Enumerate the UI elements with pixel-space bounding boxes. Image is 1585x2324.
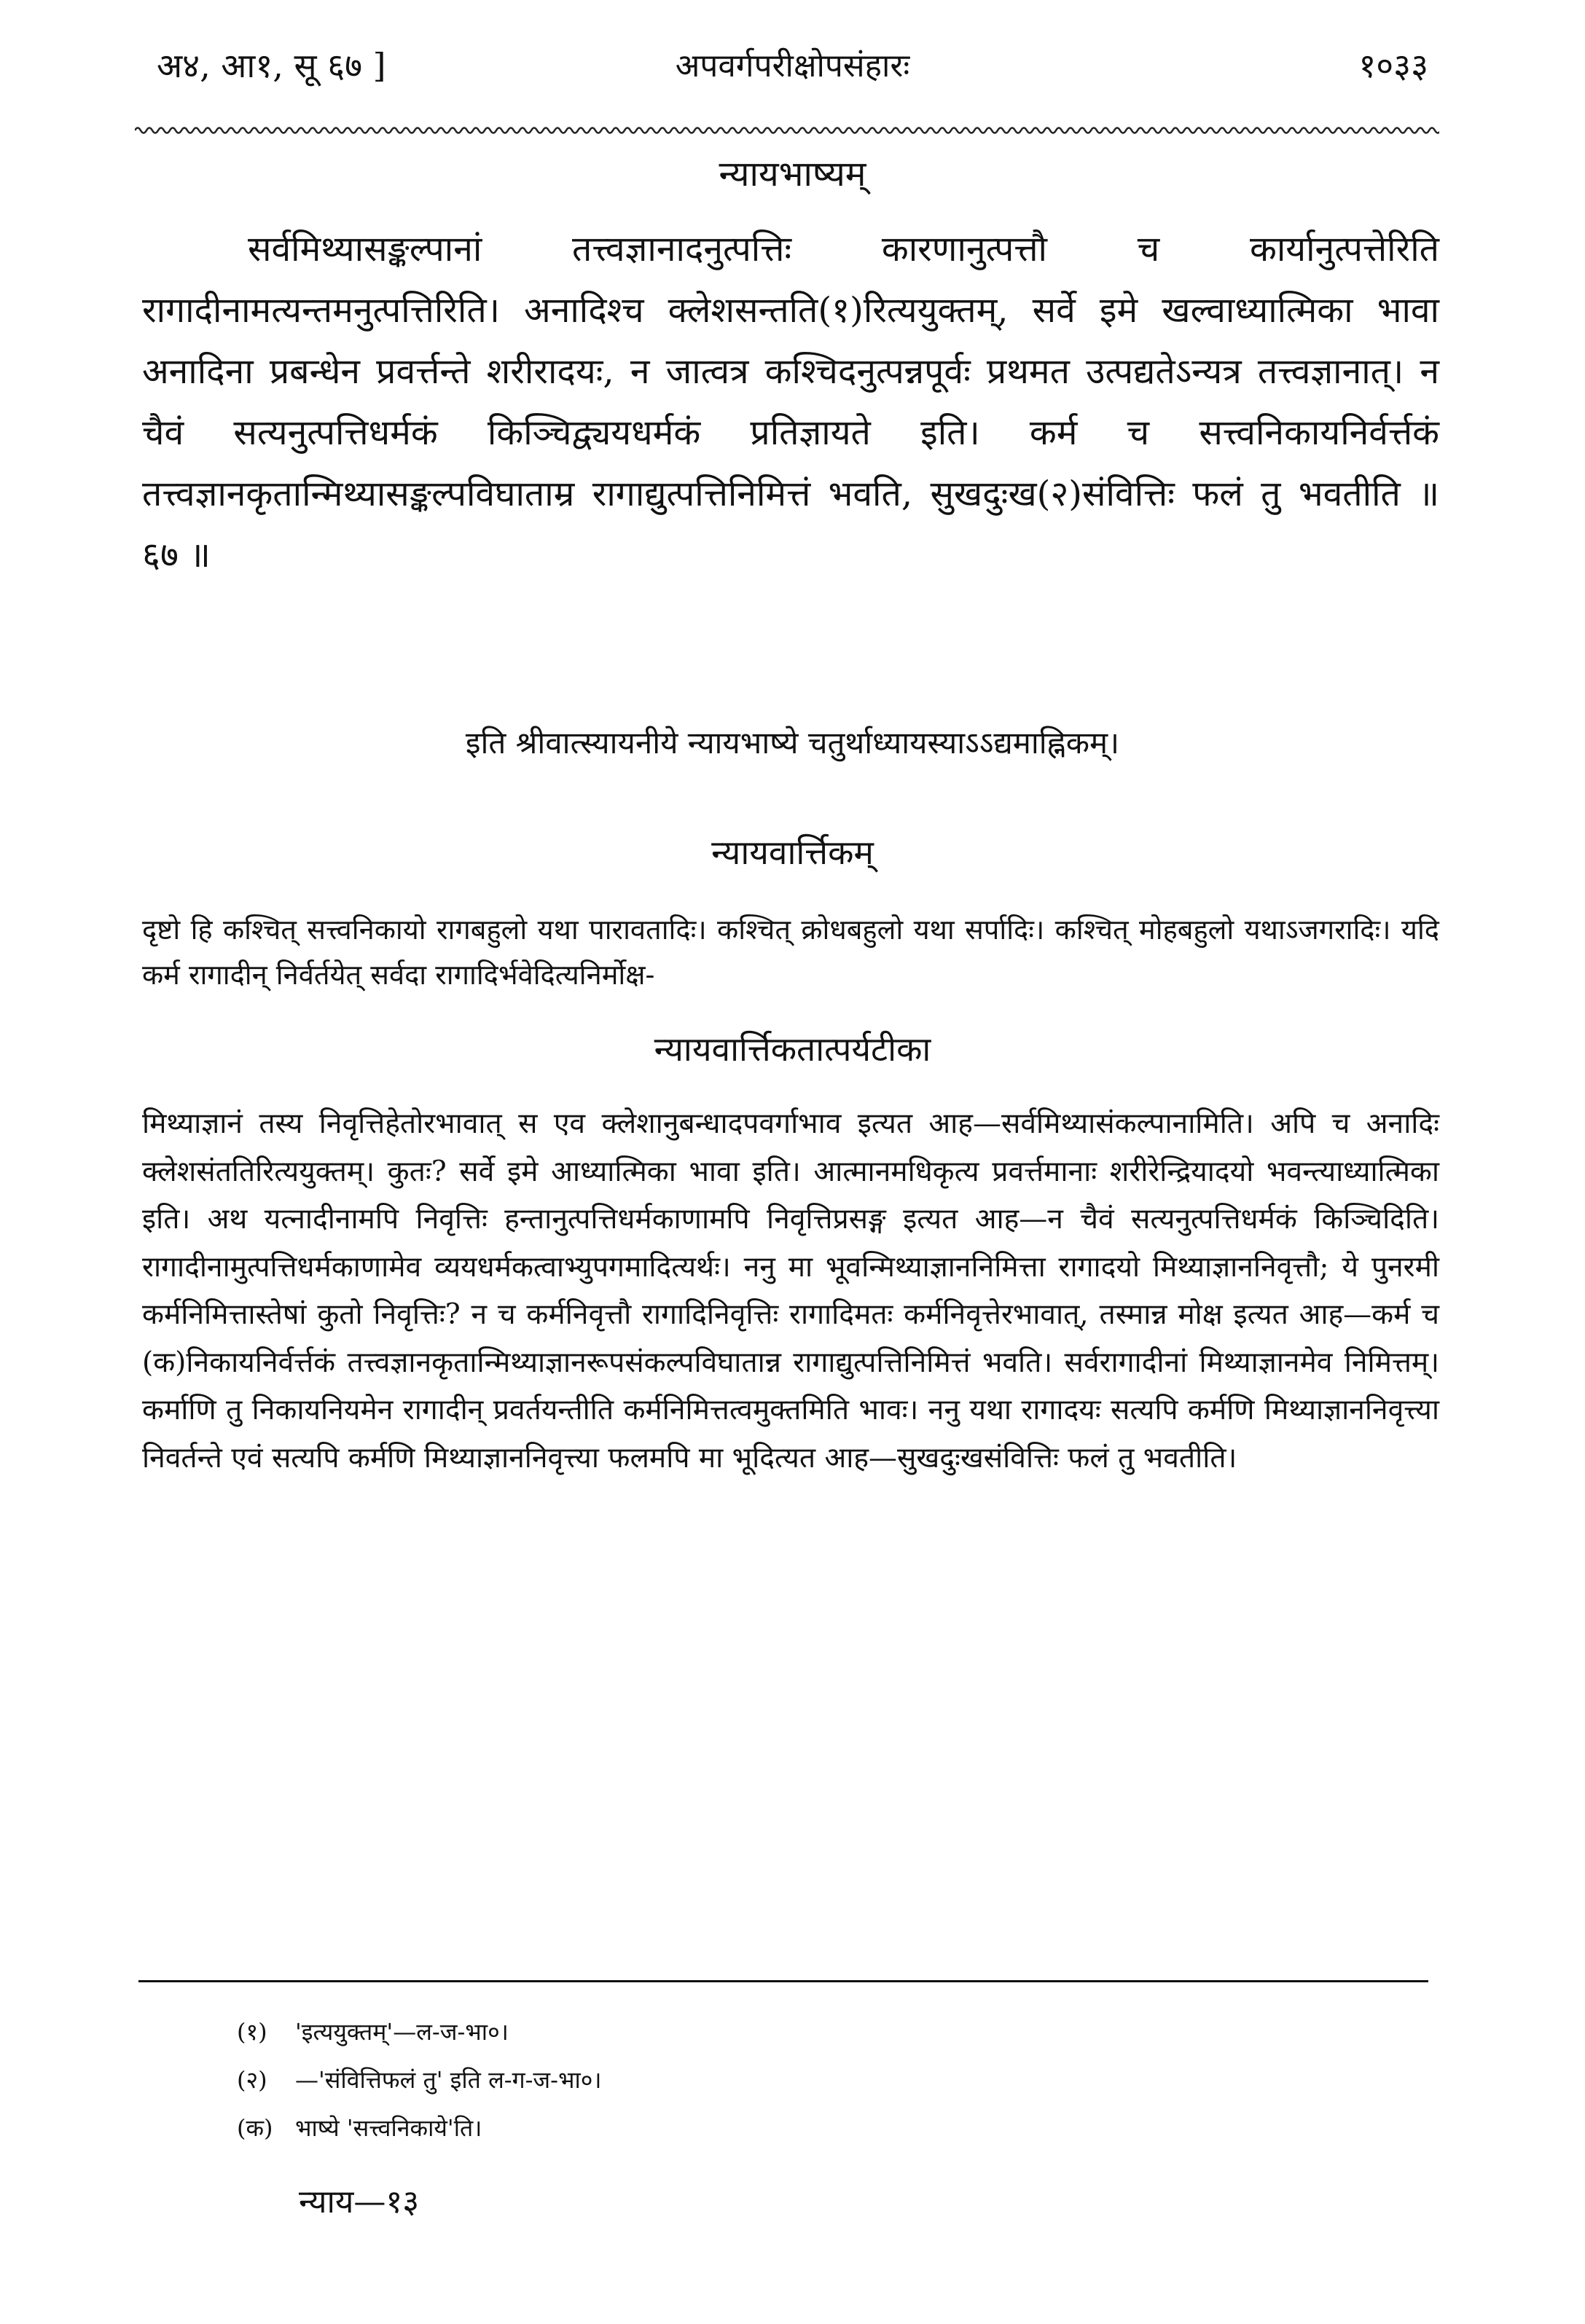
footnote-mark: (१) (237, 2017, 267, 2046)
running-header (157, 42, 1428, 97)
wavy-rule (135, 122, 1439, 138)
section-reference: अ४, आ१, सू ६७ ] (157, 46, 386, 85)
vartika-text: दृष्टो हि कश्चित् सत्त्वनिकायो रागबहुलो यथा पारावतादिः। कश्चित् क्रोधबहुलो यथा सर्पादिः। कश्चित् मोहबहुलो यथाऽजगरादिः। यदि कर्म रागादीन् निर्वर्तयेत् सर्वदा रागादिर्भवेदित्यनिर्मोक्ष- (142, 914, 1439, 991)
running-title: अपवर्गपरीक्षोपसंहारः (675, 47, 910, 85)
footnote-mark: (क) (237, 2113, 273, 2142)
page-number: १०३३ (1358, 46, 1428, 85)
vartika-heading: न्यायवार्त्तिकम् (711, 833, 874, 872)
footnotes (237, 2007, 1330, 2151)
footnote-divider (138, 1980, 1428, 1982)
chapter-colophon: इति श्रीवात्स्यायनीये न्यायभाष्ये चतुर्थाध्यायस्याऽऽद्यमाह्निकम्। (465, 725, 1120, 761)
tika-heading: न्यायवार्त्तिकतात्पर्यटीका (654, 1029, 931, 1069)
printer-signature: न्याय—१३ (299, 2183, 420, 2221)
footnote-text: भाष्ये 'सत्त्वनिकाये'ति। (295, 2113, 482, 2142)
tika-text: मिथ्याज्ञानं तस्य निवृत्तिहेतोरभावात् स एव क्लेशानुबन्धादपवर्गाभाव इत्यत आह—सर्वमिथ्यासंकल्पानामिति। अपि च अनादिः क्लेशसंततिरित्ययुक्तम्। कुतः? सर्वे इमे आध्यात्मिका भावा इति। आत्मानमधिकृत्य प्रवर्त्तमानाः शरीरेन्द्रियादयो भवन्त्याध्यात्मिका इति। अथ यत्नादीनामपि निवृत्तिः हन्तानुत्पत्तिधर्मकाणामपि निवृत्तिप्रसङ्ग इत्यत आह—न चैवं सत्यनुत्पत्तिधर्मकं किञ्चिदिति। रागादीनामुत्पत्तिधर्मकाणामेव व्ययधर्मकत्वाभ्युपगमादित्यर्थः। ननु मा भूवन्मिथ्याज्ञाननिमित्ता रागादयो मिथ्याज्ञाननिवृत्तौ; ये पुनरमी कर्मनिमित्तास्तेषां कुतो निवृत्तिः? न च कर्मनिवृत्तौ रागादिनिवृत्तिः रागादिमतः कर्मनिवृत्तेरभावात्, तस्मान्न मोक्ष इत्यत आह—कर्म च (क)निकायनिर्वर्त्तकं तत्त्वज्ञानकृतान्मिथ्याज्ञानरूपसंकल्पविघातान्न रागाद्युत्पत्तिनिमित्तं भवति। सर्वरागादीनां मिथ्याज्ञानमेव निमित्तम्। कर्माणि तु निकायनियमेन रागादीन् प्रवर्तयन्तीति कर्मनिमित्तत्वमुक्तमिति भावः। ननु यथा रागादयः सत्यपि कर्मणि मिथ्याज्ञाननिवृत्त्या निवर्तन्ते एवं सत्यपि कर्मणि मिथ्याज्ञाननिवृत्त्या फलमपि मा भूदित्यत आह—सुखदुःखसंवित्तिः फलं तु भवतीति। (142, 1107, 1439, 1475)
footnote (237, 2007, 1330, 2055)
footnote (237, 2055, 1330, 2103)
footnote-text: 'इत्ययुक्तम्'—ल-ज-भा०। (295, 2017, 509, 2046)
bhashya-heading: न्यायभाष्यम् (719, 154, 866, 195)
footnote-mark: (२) (237, 2065, 267, 2094)
footnote-text: —'संवित्तिफलं तु' इति ल-ग-ज-भा०। (295, 2065, 602, 2094)
bhashya-text: सर्वमिथ्यासङ्कल्पानां तत्त्वज्ञानादनुत्पत्तिः कारणानुत्पत्तौ च कार्यानुत्पत्तेरिति रागादीनामत्यन्तमनुत्पत्तिरिति। अनादिश्च क्लेशसन्तति(१)रित्ययुक्तम्, सर्वे इमे खल्वाध्यात्मिका भावा अनादिना प्रबन्धेन प्रवर्त्तन्ते शरीरादयः, न जात्वत्र कश्चिदनुत्पन्नपूर्वः प्रथमत उत्पद्यतेऽन्यत्र तत्त्वज्ञानात्। न चैवं सत्यनुत्पत्तिधर्मकं किञ्चिद्व्ययधर्मकं प्रतिज्ञायते इति। कर्म च सत्त्वनिकायनिर्वर्त्तकं तत्त्वज्ञानकृतान्मिथ्यासङ्कल्पविघाताम्र रागाद्युत्पत्तिनिमित्तं भवति, सुखदुःख(२)संवित्तिः फलं तु भवतीति ॥ ६७ ॥ (142, 229, 1440, 576)
footnote (237, 2103, 1330, 2151)
